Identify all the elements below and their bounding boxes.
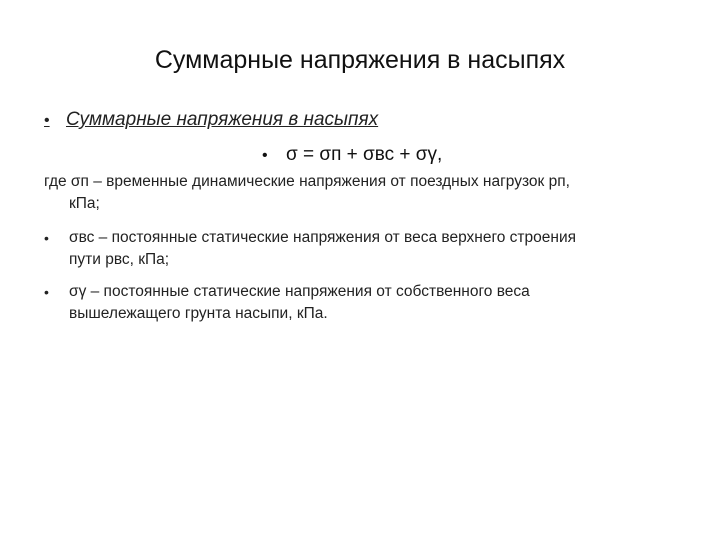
formula-bullet — [262, 144, 442, 166]
list-item-line-1: σвс – постоянные статические напряжения от веса верхнего строения — [69, 229, 577, 246]
definition-line-2: кПа; — [69, 195, 100, 212]
definition-line-1: где σп – временные динамические напряжения от поездных нагрузок рп, — [44, 173, 570, 190]
definition-paragraph — [44, 171, 709, 215]
subheading-text: Суммарные напряжения в насыпях — [66, 109, 379, 130]
list-item-text — [69, 227, 576, 271]
list-item-line-2: пути рвс, кПа; — [69, 251, 170, 268]
list-item-line-2: вышележащего грунта насыпи, кПа. — [69, 305, 328, 322]
bullet-icon: • — [44, 112, 50, 129]
list-item — [44, 227, 709, 271]
formula-text: σ = σп + σвс + σγ, — [286, 144, 443, 165]
bullet-icon: • — [262, 147, 268, 164]
bullet-icon: • — [44, 230, 49, 246]
subheading-bullet — [44, 109, 378, 131]
bullet-icon: • — [44, 284, 49, 300]
list-item-text — [69, 281, 530, 325]
list-item-line-1: σγ – постоянные статические напряжения от собственного веса — [69, 283, 530, 300]
list-item — [44, 281, 709, 325]
slide-title: Суммарные напряжения в насыпях — [154, 46, 566, 74]
